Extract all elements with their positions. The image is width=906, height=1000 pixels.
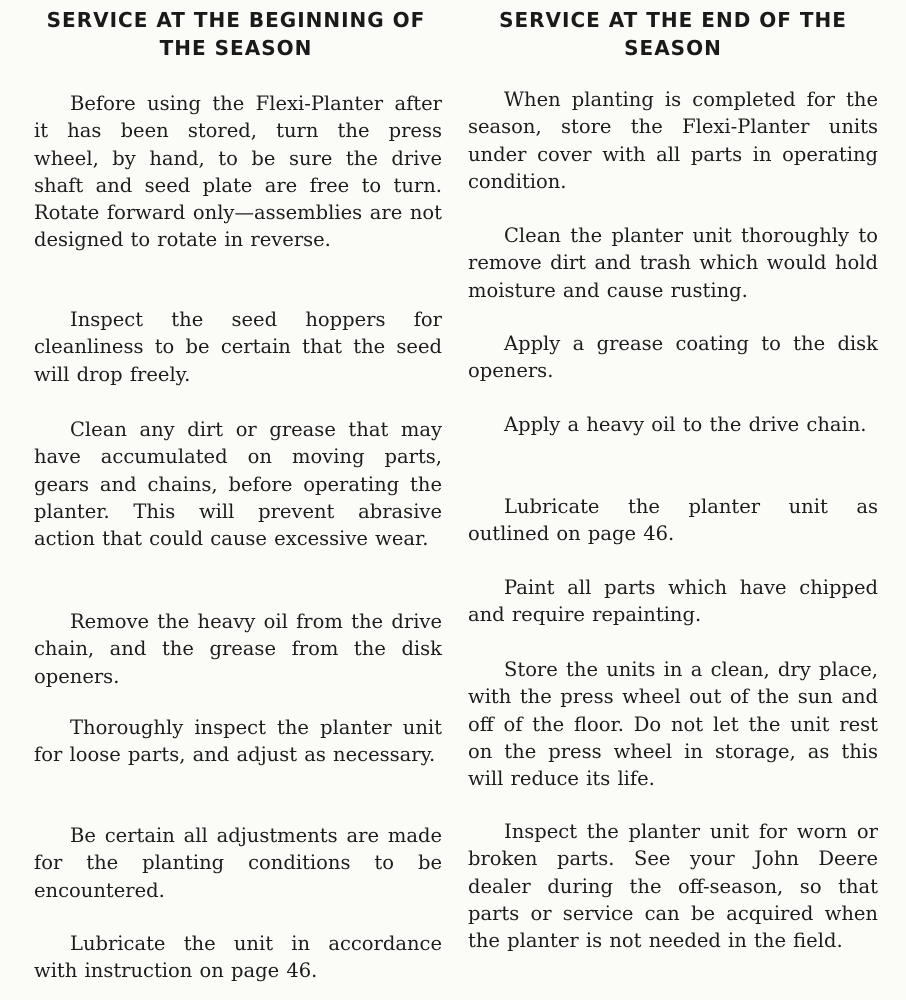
paragraph: Inspect the planter unit for worn or broken parts. See your John Deere dealer during the off-season, so that parts or service can be acquired when the planter is not needed in the field. — [468, 820, 878, 953]
beginning-of-season-column — [34, 6, 442, 983]
paragraph: When planting is completed for the season, store the Flexi-Planter units under cover with all parts in operating condition. — [468, 88, 878, 193]
paragraph: Remove the heavy oil from the drive chain, and the grease from the disk openers. — [34, 610, 442, 688]
paragraph: Before using the Flexi-Planter after it has been stored, turn the press wheel, by hand, to be sure the drive shaft and seed plate are free to turn. Rotate forward only—assemblies are not designed to rotate in reverse. — [34, 92, 442, 252]
paragraph: Paint all parts which have chipped and require repainting. — [468, 576, 878, 627]
paragraph: Clean the planter unit thoroughly to remove dirt and trash which would hold moisture and cause rusting. — [468, 224, 878, 302]
end-of-season-column — [468, 6, 878, 953]
paragraph: Store the units in a clean, dry place, with the press wheel out of the sun and off of the floor. Do not let the unit rest on the press wheel in storage, as this will reduce its life. — [468, 658, 878, 791]
beginning-of-season-heading: SERVICE AT THE BEGINNING OF THE SEASON — [46, 8, 426, 60]
paragraph: Clean any dirt or grease that may have accumulated on moving parts, gears and chains, before operating the planter. This will prevent abrasive action that could cause excessive wear. — [34, 418, 442, 551]
paragraph: Inspect the seed hoppers for cleanliness to be certain that the seed will drop freely. — [34, 308, 442, 386]
end-of-season-heading: SERVICE AT THE END OF THE SEASON — [499, 8, 847, 60]
paragraph: Apply a grease coating to the disk openers. — [468, 332, 878, 383]
paragraph: Be certain all adjustments are made for the planting conditions to be encountered. — [34, 824, 442, 902]
paragraph: Apply a heavy oil to the drive chain. — [504, 413, 867, 436]
paragraph: Lubricate the planter unit as outlined on page 46. — [468, 495, 878, 546]
paragraph: Thoroughly inspect the planter unit for loose parts, and adjust as necessary. — [34, 716, 442, 767]
paragraph: Lubricate the unit in accordance with instruction on page 46. — [34, 932, 442, 983]
